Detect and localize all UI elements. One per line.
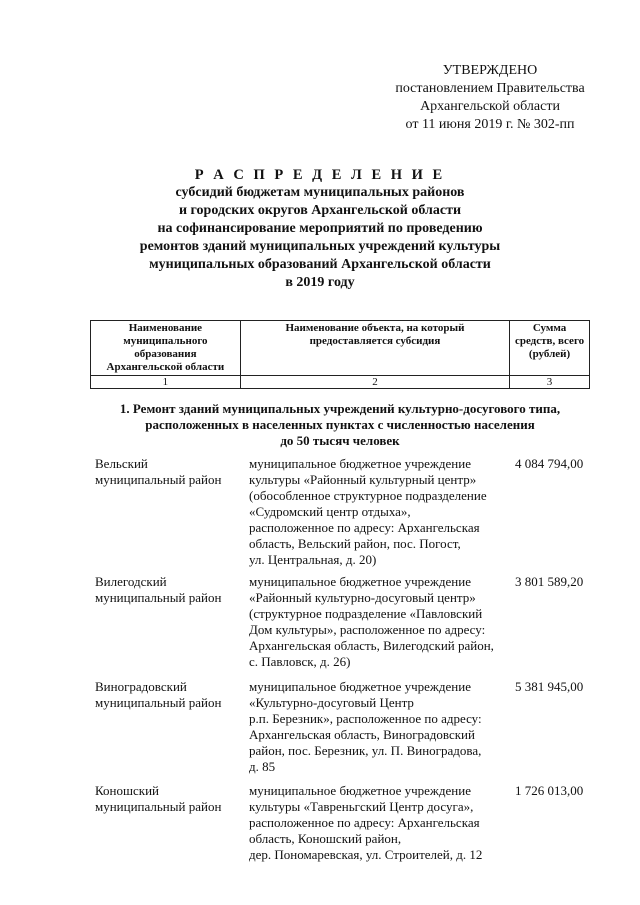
title-heading: Р А С П Р Е Д Е Л Е Н И Е (194, 167, 446, 183)
object-line: ул. Центральная, д. 20) (249, 552, 377, 567)
title-line: ремонтов зданий муниципальных учреждений культуры (139, 239, 501, 254)
object-line: муниципальное бюджетное учреждение (249, 679, 471, 694)
header-text: предоставляется субсидия (309, 335, 441, 347)
subsidy-amount: 1 726 013,00 (515, 783, 584, 798)
object-line: Дом культуры», расположенное по адресу: (249, 622, 486, 637)
object-line: расположенное по адресу: Архангельская (249, 815, 480, 830)
header-text: муниципального (123, 335, 208, 347)
object-line: «Культурно-досуговый Центр (249, 695, 414, 710)
section-heading (95, 401, 585, 449)
district-line: муниципальный район (95, 799, 222, 814)
object-description (249, 679, 499, 775)
object-line: Архангельская область, Виноградовский (249, 727, 475, 742)
header-text: средств, всего (514, 335, 585, 347)
title-line: муниципальных образований Архангельской области (149, 257, 491, 272)
subsidy-amount: 3 801 589,20 (515, 574, 584, 589)
object-line: (обособленное структурное подразделение (249, 488, 487, 503)
column-number: 3 (510, 376, 590, 389)
title-line: и городских округов Архангельской области (178, 203, 462, 218)
object-description (249, 456, 499, 568)
object-line: область, Вельский район, пос. Погост, (249, 536, 461, 551)
object-line: расположенное по адресу: Архангельская (249, 520, 480, 535)
approval-line: постановлением Правительства (395, 81, 585, 96)
district-line: Коношский (95, 783, 159, 798)
approval-line: УТВЕРЖДЕНО (442, 63, 538, 78)
header-text: Сумма (532, 322, 567, 334)
object-line: д. 85 (249, 759, 276, 774)
column-number: 2 (240, 376, 509, 389)
district-name (95, 783, 245, 815)
object-description (249, 574, 499, 670)
header-text: Архангельской области (106, 361, 225, 373)
title-line: субсидий бюджетам муниципальных районов (175, 185, 465, 200)
object-line: Архангельская область, Вилегодский район, (249, 638, 494, 653)
distribution-table-header (90, 320, 590, 389)
district-line: Вельский (95, 456, 148, 471)
object-line: (структурное подразделение «Павловский (249, 606, 483, 621)
header-text: Наименование (128, 322, 203, 334)
object-line: муниципальное бюджетное учреждение (249, 456, 471, 471)
column-number-row (91, 376, 590, 389)
header-object (240, 321, 509, 376)
object-line: с. Павловск, д. 26) (249, 654, 351, 669)
object-line: «Судромский центр отдыха», (249, 504, 411, 519)
subsidy-amount: 4 084 794,00 (515, 456, 584, 471)
section-line: до 50 тысяч человек (280, 433, 400, 448)
district-name (95, 574, 245, 606)
object-line: культуры «Районный культурный центр» (249, 472, 477, 487)
header-row (91, 321, 590, 376)
object-line: р.п. Березник», расположенное по адресу: (249, 711, 482, 726)
header-municipality (91, 321, 241, 376)
district-line: муниципальный район (95, 590, 222, 605)
column-number: 1 (91, 376, 241, 389)
object-line: дер. Пономаревская, ул. Строителей, д. 12 (249, 847, 483, 862)
object-line: культуры «Тавреньгский Центр досуга», (249, 799, 474, 814)
object-line: район, пос. Березник, ул. П. Виноградова, (249, 743, 482, 758)
header-text: (рублей) (528, 348, 571, 360)
district-line: Виноградовский (95, 679, 187, 694)
district-line: муниципальный район (95, 695, 222, 710)
subsidy-amount: 5 381 945,00 (515, 679, 584, 694)
approval-stamp (370, 62, 610, 134)
section-line: 1. Ремонт зданий муниципальных учреждений культурно-досугового типа, (119, 401, 561, 416)
header-amount (510, 321, 590, 376)
section-line: расположенных в населенных пунктах с численностью населения (145, 417, 535, 432)
district-line: муниципальный район (95, 472, 222, 487)
object-line: область, Коношский район, (249, 831, 402, 846)
object-description (249, 783, 499, 863)
district-name (95, 456, 245, 488)
district-name (95, 679, 245, 711)
approval-line: от 11 июня 2019 г. № 302-пп (405, 117, 575, 132)
object-line: муниципальное бюджетное учреждение (249, 574, 471, 589)
object-line: муниципальное бюджетное учреждение (249, 783, 471, 798)
title-line: в 2019 году (285, 275, 355, 290)
approval-line: Архангельской области (420, 99, 560, 114)
title-line: на софинансирование мероприятий по проведению (157, 221, 483, 236)
header-text: образования (134, 348, 197, 360)
document-title (60, 166, 580, 292)
district-line: Вилегодский (95, 574, 167, 589)
object-line: «Районный культурно-досуговый центр» (249, 590, 476, 605)
header-text: Наименование объекта, на который (285, 322, 465, 334)
